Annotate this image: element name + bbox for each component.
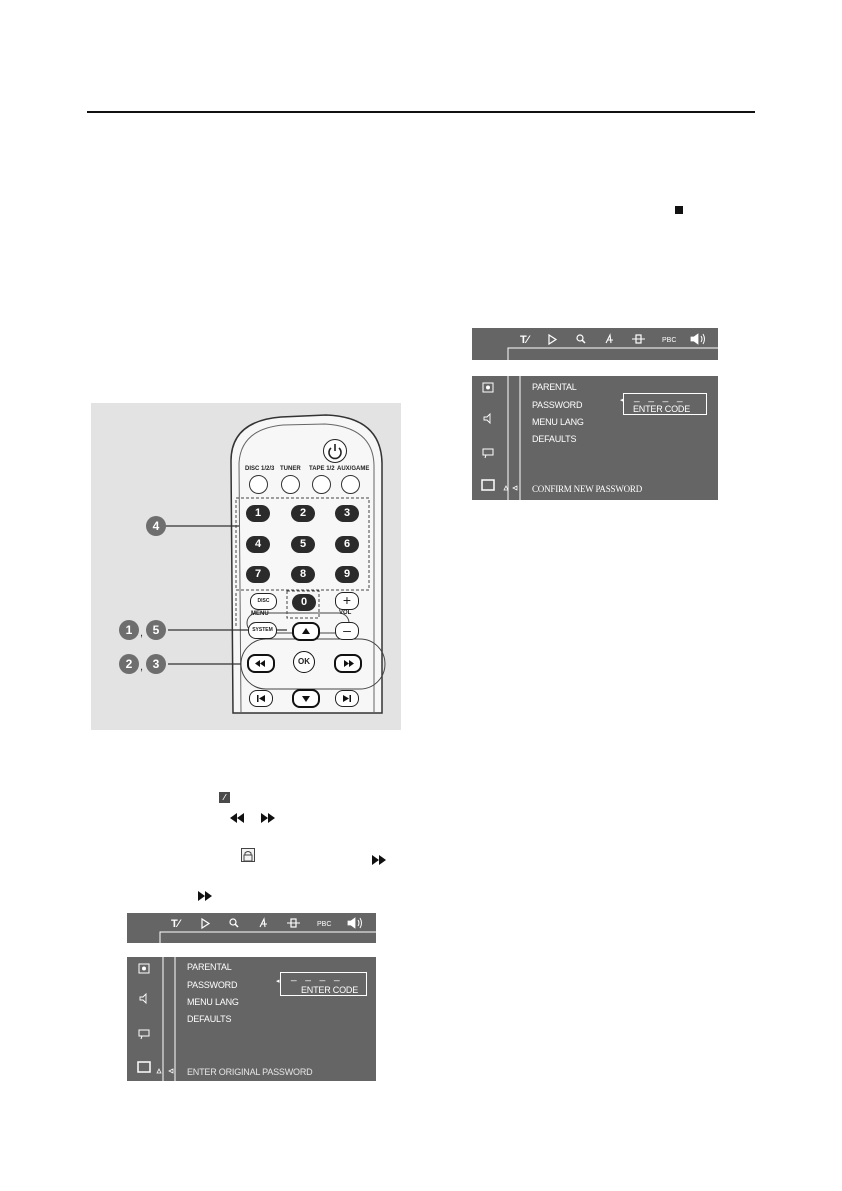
rewind-forward-glyphs xyxy=(229,811,289,825)
osd-status-text: CONFIRM NEW PASSWORD xyxy=(532,484,643,494)
number-key-3[interactable]: 3 xyxy=(335,505,359,522)
disc-source-label: DISC 1/2/3 xyxy=(245,466,275,472)
step-callout-1: 1 xyxy=(119,620,139,640)
number-key-5[interactable]: 5 xyxy=(291,536,315,553)
osd-screen-confirm xyxy=(472,328,718,500)
number-key-8[interactable]: 8 xyxy=(291,566,315,583)
callout-separator: , xyxy=(140,627,144,639)
osd-screen-original xyxy=(127,913,376,1081)
rewind-icon xyxy=(230,813,244,823)
tuner-button[interactable] xyxy=(281,475,300,494)
aux-game-button[interactable] xyxy=(341,475,360,494)
osd-menu-item: PARENTAL xyxy=(532,382,577,392)
enter-code-label: ENTER CODE xyxy=(301,985,359,995)
tape-label: TAPE 1/2 xyxy=(309,466,335,472)
stop-square-icon xyxy=(675,206,683,214)
tuner-label: TUNER xyxy=(280,466,301,472)
power-button[interactable] xyxy=(323,439,347,463)
lock-icon xyxy=(241,848,255,862)
osd-menu-item: PASSWORD xyxy=(532,400,583,410)
osd-menu-item: MENU LANG xyxy=(532,417,584,427)
number-key-4[interactable]: 4 xyxy=(246,536,270,553)
header-rule xyxy=(87,111,755,113)
osd-menu-item: PASSWORD xyxy=(187,980,238,990)
step-callout-5: 5 xyxy=(146,620,166,640)
fast-forward-icon xyxy=(370,853,396,867)
osd-menu-item: DEFAULTS xyxy=(187,1014,232,1024)
step-callout-4: 4 xyxy=(146,516,166,536)
fast-forward-icon xyxy=(196,889,222,903)
fast-forward-icon xyxy=(336,656,360,671)
osd-menu-item: MENU LANG xyxy=(187,997,239,1007)
enter-code-box xyxy=(623,393,707,415)
next-button[interactable] xyxy=(334,654,362,673)
osd-side-icons xyxy=(472,376,522,500)
osd-side-icons xyxy=(127,957,187,1081)
code-dashes: _ _ _ _ xyxy=(291,971,343,982)
minus-icon: – xyxy=(343,622,351,638)
tape-button[interactable] xyxy=(312,475,331,494)
osd-icon-row xyxy=(127,913,376,943)
remote-illustration xyxy=(91,403,401,730)
osd-status-text: ENTER ORIGINAL PASSWORD xyxy=(187,1067,313,1077)
triangle-down-icon xyxy=(294,691,318,706)
numeric-keypad xyxy=(246,505,366,589)
skip-previous-button[interactable] xyxy=(249,690,273,707)
osd-arrow-icon: ◂ xyxy=(276,978,280,985)
setup-tool-icon: ⁄ xyxy=(219,792,230,803)
up-button[interactable] xyxy=(292,622,320,641)
pbc-label: PBC xyxy=(317,921,332,928)
osd-icon-row xyxy=(472,328,718,360)
fast-forward-icon xyxy=(261,813,275,823)
osd-icon-bar xyxy=(472,328,718,360)
power-icon xyxy=(324,440,346,462)
enter-code-box xyxy=(280,972,367,996)
disc-source-button[interactable] xyxy=(249,475,268,494)
previous-button[interactable] xyxy=(247,654,275,673)
ok-button[interactable]: OK xyxy=(293,651,315,673)
osd-menu-item: PARENTAL xyxy=(187,962,232,972)
step-callout-3: 3 xyxy=(146,654,166,674)
number-key-2[interactable]: 2 xyxy=(291,505,315,522)
osd-menu-item: DEFAULTS xyxy=(532,434,577,444)
menu-label: MENU xyxy=(251,611,269,617)
system-menu-button[interactable]: SYSTEM xyxy=(248,622,277,639)
number-key-6[interactable]: 6 xyxy=(335,536,359,553)
vol-label: VOL xyxy=(339,610,352,616)
disc-menu-button[interactable]: DISC xyxy=(250,593,277,610)
volume-up-button[interactable] xyxy=(335,592,359,610)
pbc-label: PBC xyxy=(662,337,677,344)
triangle-up-icon xyxy=(294,624,318,639)
skip-previous-icon xyxy=(250,691,272,706)
enter-code-label: ENTER CODE xyxy=(633,404,691,414)
volume-down-button[interactable] xyxy=(335,622,359,640)
skip-next-icon xyxy=(336,691,358,706)
code-dashes: _ _ _ _ xyxy=(634,392,686,403)
rewind-icon xyxy=(249,656,273,671)
svg-text:T⁄: T⁄ xyxy=(520,334,529,346)
aux-game-label: AUX/GAME xyxy=(337,466,370,472)
number-key-0[interactable]: 0 xyxy=(292,594,316,611)
step-callout-2: 2 xyxy=(119,654,139,674)
number-key-9[interactable]: 9 xyxy=(335,566,359,583)
skip-next-button[interactable] xyxy=(335,690,359,707)
osd-arrow-icon: ◂ xyxy=(620,397,624,404)
down-button[interactable] xyxy=(292,689,320,708)
number-key-1[interactable]: 1 xyxy=(246,505,270,522)
number-key-7[interactable]: 7 xyxy=(246,566,270,583)
osd-menu-panel xyxy=(472,376,718,500)
callout-separator: , xyxy=(140,661,144,673)
osd-icon-bar xyxy=(127,913,376,943)
osd-menu-panel xyxy=(127,957,376,1081)
svg-text:T⁄: T⁄ xyxy=(171,918,180,930)
plus-icon: + xyxy=(342,592,352,608)
